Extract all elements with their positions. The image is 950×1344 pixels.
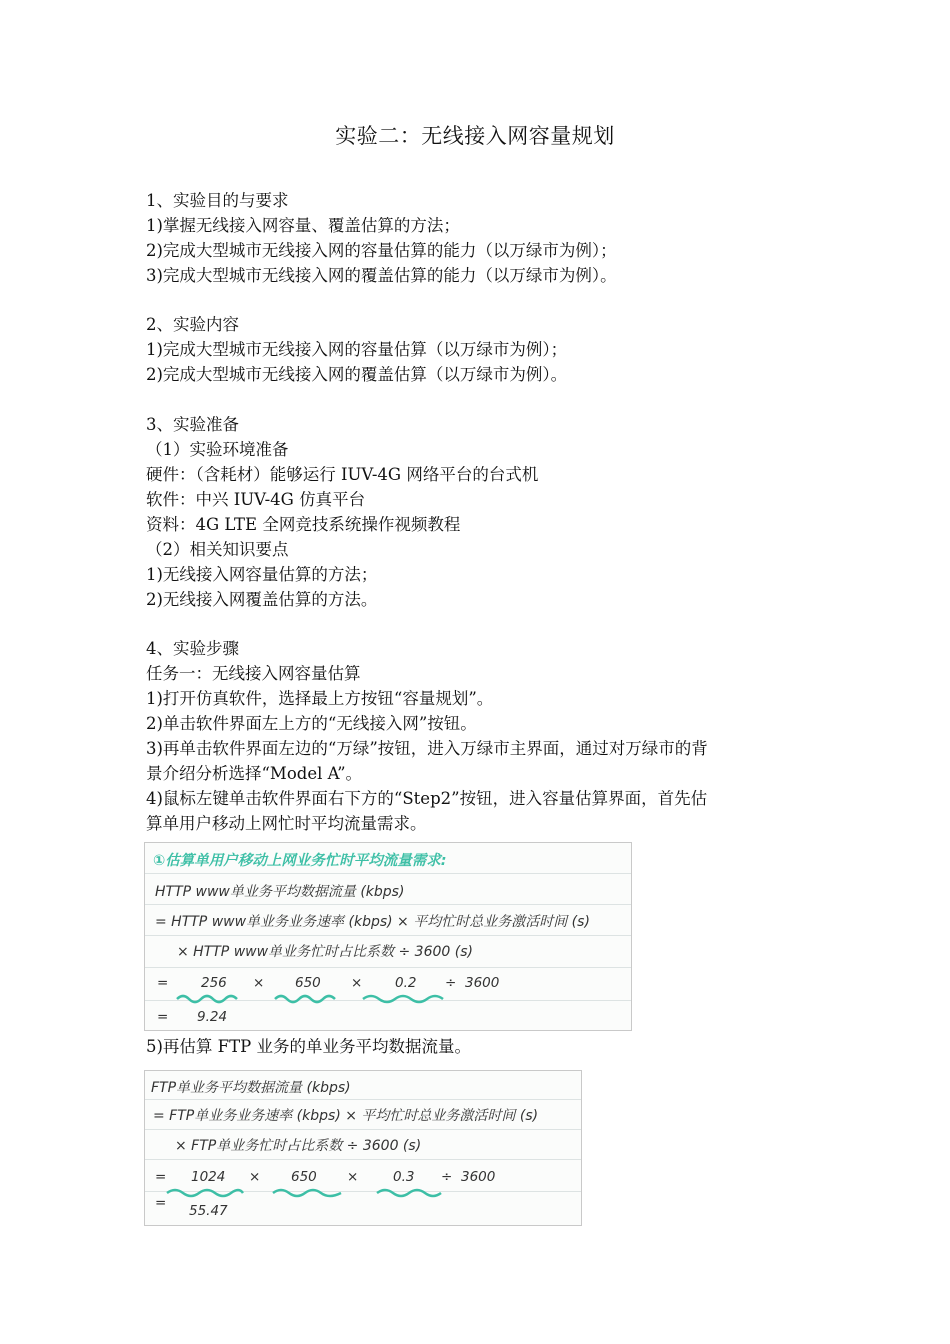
text-line: 1)打开仿真软件，选择最上方按钮“容量规划”。 xyxy=(146,689,494,708)
text-line: 2)单击软件界面左上方的“无线接入网”按钮。 xyxy=(146,714,477,733)
value-rate: 256 xyxy=(201,975,227,991)
note-line: FTP单业务平均数据流量 (kbps) xyxy=(151,1080,351,1096)
text-line: 任务一：无线接入网容量估算 xyxy=(146,664,361,683)
result-value: 9.24 xyxy=(197,1009,228,1025)
note-line: HTTP www单业务平均数据流量 (kbps) xyxy=(155,884,405,900)
operator: × xyxy=(249,1169,261,1185)
text-line: 1)无线接入网容量估算的方法； xyxy=(146,565,378,584)
text-line: 硬件：（含耗材）能够运行 IUV-4G 网络平台的台式机 xyxy=(146,465,539,484)
value-rate: 1024 xyxy=(191,1169,226,1185)
text-line: 2)无线接入网覆盖估算的方法。 xyxy=(146,590,378,609)
text-line: 景介绍分析选择“Model A”。 xyxy=(146,764,363,783)
text-line: 软件：中兴 IUV-4G 仿真平台 xyxy=(146,490,366,509)
text-line: 算单用户移动上网忙时平均流量需求。 xyxy=(146,814,427,833)
text-line: 5)再估算 FTP 业务的单业务平均数据流量。 xyxy=(146,1037,471,1056)
note-line: × HTTP www单业务忙时占比系数 ÷ 3600 (s) xyxy=(177,944,473,960)
result-value: 55.47 xyxy=(189,1203,228,1219)
value-time: 650 xyxy=(291,1169,317,1185)
note-header: ①估算单用户移动上网业务忙时平均流量需求: xyxy=(153,853,447,869)
equals-sign: = xyxy=(155,1169,167,1185)
value-ratio: 0.3 xyxy=(393,1169,415,1185)
section-heading: 1、实验目的与要求 xyxy=(146,191,289,210)
page-title: 实验二：无线接入网容量规划 xyxy=(335,124,615,148)
underline-squiggle xyxy=(177,993,237,1005)
text-line: 2)完成大型城市无线接入网的容量估算的能力（以万绿市为例）； xyxy=(146,241,617,260)
equals-sign: = xyxy=(157,975,169,991)
value-ratio: 0.2 xyxy=(395,975,417,991)
note-line: = FTP单业务业务速率 (kbps) × 平均忙时总业务激活时间 (s) xyxy=(153,1108,539,1124)
text-line: （1）实验环境准备 xyxy=(146,440,289,459)
note-line: × FTP单业务忙时占比系数 ÷ 3600 (s) xyxy=(175,1138,422,1154)
operator: ÷ xyxy=(441,1169,453,1185)
equals-sign: = xyxy=(155,1195,167,1211)
note-line: = HTTP www单业务业务速率 (kbps) × 平均忙时总业务激活时间 (s) xyxy=(155,914,590,930)
section-heading: 3、实验准备 xyxy=(146,415,239,434)
section-heading: 2、实验内容 xyxy=(146,315,239,334)
handwritten-note-http xyxy=(144,842,632,1031)
underline-squiggle xyxy=(275,993,335,1005)
value-divisor: 3600 xyxy=(465,975,500,991)
underline-squiggle xyxy=(363,993,443,1005)
operator: × xyxy=(253,975,265,991)
value-divisor: 3600 xyxy=(461,1169,496,1185)
operator: × xyxy=(347,1169,359,1185)
handwritten-note-ftp xyxy=(144,1070,582,1226)
text-line: 1)掌握无线接入网容量、覆盖估算的方法； xyxy=(146,216,460,235)
text-line: 3)完成大型城市无线接入网的覆盖估算的能力（以万绿市为例）。 xyxy=(146,266,617,285)
underline-squiggle xyxy=(273,1187,341,1199)
equals-sign: = xyxy=(157,1009,169,1025)
underline-squiggle xyxy=(377,1187,441,1199)
operator: × xyxy=(351,975,363,991)
operator: ÷ xyxy=(445,975,457,991)
text-line: 3)再单击软件界面左边的“万绿”按钮，进入万绿市主界面，通过对万绿市的背 xyxy=(146,739,708,758)
text-line: （2）相关知识要点 xyxy=(146,540,289,559)
text-line: 1)完成大型城市无线接入网的容量估算（以万绿市为例）； xyxy=(146,340,568,359)
text-line: 4)鼠标左键单击软件界面右下方的“Step2”按钮，进入容量估算界面，首先估 xyxy=(146,789,708,808)
text-line: 2)完成大型城市无线接入网的覆盖估算（以万绿市为例）。 xyxy=(146,365,568,384)
underline-squiggle xyxy=(167,1187,243,1199)
value-time: 650 xyxy=(295,975,321,991)
text-line: 资料：4G LTE 全网竞技系统操作视频教程 xyxy=(146,515,461,534)
section-heading: 4、实验步骤 xyxy=(146,639,239,658)
